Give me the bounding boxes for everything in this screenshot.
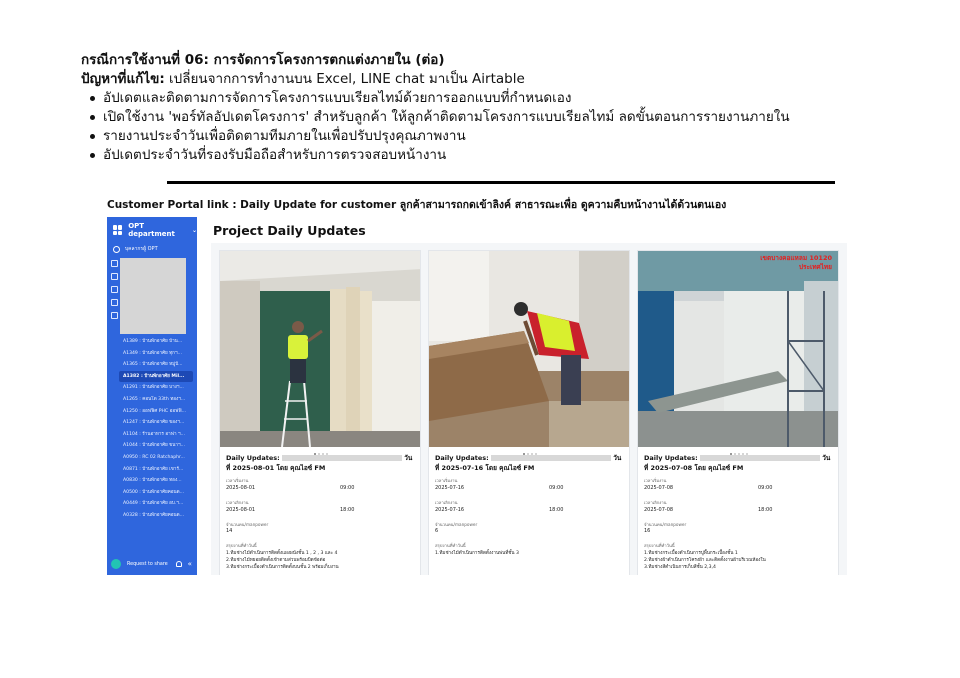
note-line: 3.ทีมช่างกระเบื้องดำเนินการติดตั้งบนชั้น 2 พร้อมเก็บงาน [226, 565, 339, 570]
photo-location-stamp: เขตบางคอแหลม 10120 ประเทศไทย [760, 254, 832, 271]
workspace-selector[interactable] [107, 217, 197, 243]
sidebar-item-project[interactable]: A1382 : บ้านพักอาศัย Mil... [119, 371, 193, 383]
cards-gallery [211, 243, 847, 575]
start-date: 2025-07-08 [644, 485, 674, 491]
end-label: เวลาเลิกงาน [644, 500, 667, 505]
manpower-value: 6 [435, 528, 439, 534]
manpower-label: จำนวนคน/manpower [435, 522, 478, 527]
manpower-label: จำนวนคน/manpower [644, 522, 687, 527]
end-label: เวลาเลิกงาน [435, 500, 458, 505]
start-label: เวลาเริ่มงาน [226, 478, 249, 483]
feature-bullets [90, 89, 881, 165]
sidebar-item-project[interactable]: A1250 : ออฟฟิศ PHC ออฟฟิ... [123, 408, 186, 414]
daily-update-card[interactable] [219, 250, 421, 575]
calendar-icon[interactable] [111, 273, 118, 280]
end-date: 2025-08-01 [226, 507, 256, 513]
avatar[interactable] [111, 559, 121, 569]
collapse-icon[interactable]: « [187, 560, 192, 568]
airtable-portal-screenshot [107, 217, 847, 575]
note-line: 2.ทีมช่างไม้ทยอยติดตั้งเข้าตามส่วนพร้อมบิดข้อต่อ [226, 558, 326, 563]
sidebar-item-project[interactable]: A1104 : ร้านอาหาร อาฟา ฯ... [123, 431, 185, 437]
sidebar-item-project[interactable]: A1365 : บ้านพักอาศัย หมู่บ้... [123, 362, 183, 368]
manpower-value: 14 [226, 528, 233, 534]
bullet-item: อัปเดตประจำวันที่รองรับมือถือสำหรับการตรวจสอบหน้างาน [90, 146, 881, 165]
sidebar-item-project[interactable]: A1349 : บ้านพักอาศัย ทุกฯ... [123, 350, 182, 356]
notes-label: สรุปงานที่ทำวันนี้ [644, 543, 675, 548]
sidebar-item-project[interactable]: A0328 : บ้านพักอาศัยคอนด... [123, 512, 185, 518]
manpower-value: 16 [644, 528, 651, 534]
page-title: Project Daily Updates [213, 223, 366, 238]
start-date: 2025-07-16 [435, 485, 465, 491]
sidebar-user-label: บุคลากรผู้ OPT [125, 246, 158, 252]
sidebar-item-project[interactable]: A1044 : บ้านพักอาศัย ขนาฯ... [123, 443, 185, 449]
bulb-icon [113, 246, 120, 253]
daily-update-card[interactable] [428, 250, 630, 575]
note-line: 2.ทีมช่างฝ้าดำเนินการโครงฝ้า และติดตั้งงานฝ้าบริเวณห้องใน [644, 558, 766, 563]
note-line: 3.ทีมช่างสีดำเนินการเก็บสีชั้น 2,3,4 [644, 565, 716, 570]
calendar-icon[interactable] [111, 260, 118, 267]
clipboard-icon[interactable] [111, 299, 118, 306]
gear-icon[interactable] [111, 312, 118, 319]
card-title: Daily Updates: วัน ที่ 2025-08-01 โดย คุณไอซ์ FM [226, 454, 413, 472]
sidebar-item-project[interactable]: A0449 : บ้านพักอาศัย อบ.ฯ... [123, 501, 184, 507]
problem-text: เปลี่ยนจากการทำงานบน Excel, LINE chat มาเป็น Airtable [164, 71, 525, 87]
calendar-icon[interactable] [111, 286, 118, 293]
sidebar-item-project[interactable]: A1389 : บ้านพักอาศัย บ้าน... [123, 339, 183, 344]
note-line: 1.ทีมช่างไม้ดำเนินการติดตั้งแผงผนังชั้น 1 , 2 , 3 และ 4 [226, 551, 338, 556]
sidebar-item-project[interactable]: A0871 : บ้านพักอาศัย เขาร์... [123, 466, 184, 472]
sidebar-footer [107, 553, 197, 575]
card-title: Daily Updates: วัน ที่ 2025-07-16 โดย คุณไอซ์ FM [435, 454, 622, 472]
bell-icon[interactable] [176, 561, 182, 567]
end-date: 2025-07-16 [435, 507, 465, 513]
bullet-item: รายงานประจำวันเพื่อติดตามทีมภายในเพื่อปรับปรุงคุณภาพงาน [90, 127, 881, 146]
problem-statement [81, 70, 881, 89]
problem-label: ปัญหาที่แก้ไข: [81, 71, 165, 87]
redacted-logo-placeholder [120, 258, 186, 334]
use-case-title: กรณีการใช้งานที่ 06: การจัดการโครงการตกแต่งภายใน (ต่อ) [81, 52, 445, 68]
end-date: 2025-07-08 [644, 507, 674, 513]
chevron-down-icon: ⌄ [191, 226, 197, 234]
sidebar-user[interactable] [107, 243, 197, 255]
site-photo [220, 251, 421, 447]
card-title: Daily Updates: วัน ที่ 2025-07-08 โดย คุณไอซ์ FM [644, 454, 831, 472]
notes-label: สรุปงานที่ทำวันนี้ [435, 543, 466, 548]
note-line: 1.ทีมช่างกระเบื้องดำเนินการปูพื้นกระเบื้องชั้น 1 [644, 551, 738, 556]
start-label: เวลาเริ่มงาน [644, 478, 667, 483]
sidebar-item-project[interactable]: A1247 : บ้านพักอาศัย ของฯ... [123, 420, 185, 426]
grid-icon [113, 225, 122, 235]
sidebar [107, 217, 197, 575]
section-divider [167, 181, 835, 184]
site-photo [638, 251, 839, 447]
bullet-item: อัปเดตและติดตามการจัดการโครงการแบบเรียลไทม์ด้วยการออกแบบที่กำหนดเอง [90, 89, 881, 108]
end-time: 18:00 [758, 507, 773, 513]
portal-caption: Customer Portal link : Daily Update for customer ลูกค้าสามารถกดเข้าลิงค์ สาธารณะเพื่อ ดูความคืบหน้างานได้ด้วนตนเอง [107, 199, 727, 211]
workspace-name: OPT department [128, 222, 175, 238]
sidebar-icon-column [111, 260, 119, 325]
daily-update-card[interactable] [637, 250, 839, 575]
manpower-label: จำนวนคน/manpower [226, 522, 269, 527]
notes-label: สรุปงานที่ทำวันนี้ [226, 543, 257, 548]
start-date: 2025-08-01 [226, 485, 256, 491]
site-photo [429, 251, 630, 447]
slide-header [81, 51, 881, 165]
end-time: 18:00 [549, 507, 564, 513]
start-label: เวลาเริ่มงาน [435, 478, 458, 483]
start-time: 09:00 [340, 485, 355, 491]
sidebar-item-project[interactable]: A0950 : RC 02 Ratchaphr... [123, 454, 185, 460]
sidebar-item-project[interactable]: A1291 : บ้านพักอาศัย บางฯ... [123, 385, 184, 391]
note-line: 1.ทีมช่างไม้ดำเนินการติดตั้งงานพ่นที่ชั้น 3 [435, 551, 519, 556]
start-time: 09:00 [758, 485, 773, 491]
sidebar-item-project[interactable]: A0500 : บ้านพักอาศัยคอนด... [123, 489, 185, 495]
sidebar-item-project[interactable]: A1265 : คอนโด 33th ทองฯ... [123, 396, 186, 402]
request-share-link[interactable]: Request to share [127, 561, 168, 567]
sidebar-item-project[interactable]: A0830 : บ้านพักอาศัย ทอง... [123, 478, 182, 484]
start-time: 09:00 [549, 485, 564, 491]
project-list [119, 336, 193, 522]
end-label: เวลาเลิกงาน [226, 500, 249, 505]
end-time: 18:00 [340, 507, 355, 513]
bullet-item: เปิดใช้งาน 'พอร์ทัลอัปเดตโครงการ' สำหรับลูกค้า ให้ลูกค้าติดตามโครงการแบบเรียลไทม์ ลดขั้นตอนการรายงานภายใน [90, 108, 881, 127]
